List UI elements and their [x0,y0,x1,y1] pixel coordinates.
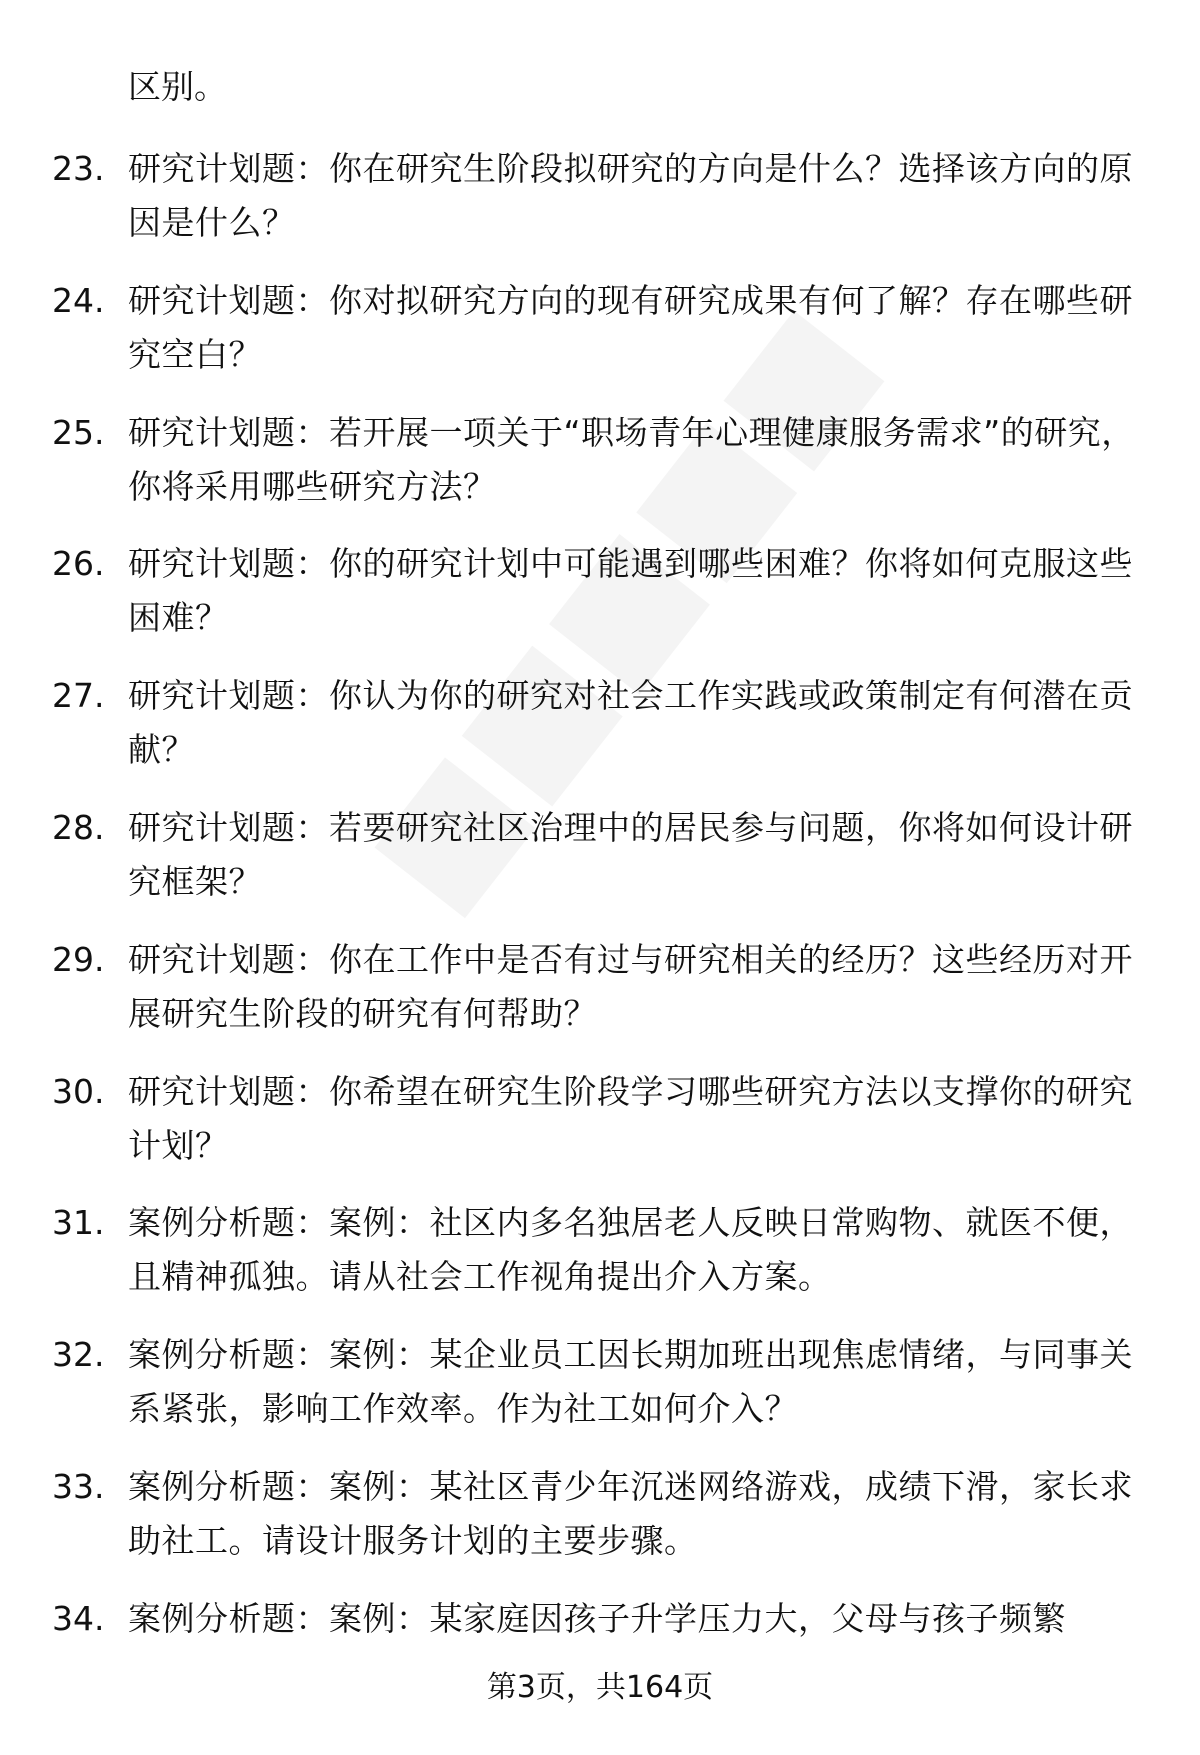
question-number: 33. [52,1466,105,1506]
question-list [0,142,1200,1724]
list-item [0,1328,1200,1460]
list-item [0,274,1200,406]
list-item [0,669,1200,801]
question-number: 30. [52,1071,105,1111]
list-item [0,1460,1200,1592]
question-number: 28. [52,807,105,847]
question-number: 31. [52,1203,105,1243]
question-text: 研究计划题：你希望在研究生阶段学习哪些研究方法以支撑你的研究计划？ [128,1071,1133,1165]
question-text: 案例分析题：案例：社区内多名独居老人反映日常购物、就医不便，且精神孤独。请从社会工作视角提出介入方案。 [128,1203,1133,1297]
question-number: 27. [52,676,105,716]
question-text: 研究计划题：你在研究生阶段拟研究的方向是什么？选择该方向的原因是什么？ [128,149,1133,242]
question-number: 25. [52,412,105,452]
question-number: 32. [52,1335,105,1375]
list-item [0,933,1200,1065]
question-number: 24. [52,280,105,320]
question-text: 案例分析题：案例：某家庭因孩子升学压力大，父母与孩子频繁 [128,1598,1066,1638]
question-number: 26. [52,544,105,584]
list-item [0,1065,1200,1197]
list-item [0,1196,1200,1328]
question-text: 研究计划题：若开展一项关于“职场青年心理健康服务需求”的研究，你将采用哪些研究方法？ [128,412,1135,506]
continuation-text: 区别。 [128,67,227,106]
list-item [0,406,1200,538]
question-number: 29. [52,939,105,979]
question-text: 研究计划题：你认为你的研究对社会工作实践或政策制定有何潜在贡献？ [128,676,1133,770]
list-item [0,142,1200,274]
question-text: 研究计划题：你的研究计划中可能遇到哪些困难？你将如何克服这些困难？ [128,544,1133,638]
list-item [0,537,1200,669]
question-text: 研究计划题：你对拟研究方向的现有研究成果有何了解？存在哪些研究空白？ [128,280,1133,374]
question-number: 34. [52,1598,105,1638]
question-text: 案例分析题：案例：某企业员工因长期加班出现焦虑情绪，与同事关系紧张，影响工作效率。作为社工如何介入？ [128,1335,1133,1429]
question-number: 23. [52,149,105,188]
page-footer: 第3页，共164页 [486,1670,714,1705]
question-text: 研究计划题：你在工作中是否有过与研究相关的经历？这些经历对开展研究生阶段的研究有何帮助？ [128,939,1133,1033]
list-item [0,801,1200,933]
question-text: 研究计划题：若要研究社区治理中的居民参与问题，你将如何设计研究框架？ [128,807,1133,901]
question-text: 案例分析题：案例：某社区青少年沉迷网络游戏，成绩下滑，家长求助社工。请设计服务计划的主要步骤。 [128,1466,1133,1560]
